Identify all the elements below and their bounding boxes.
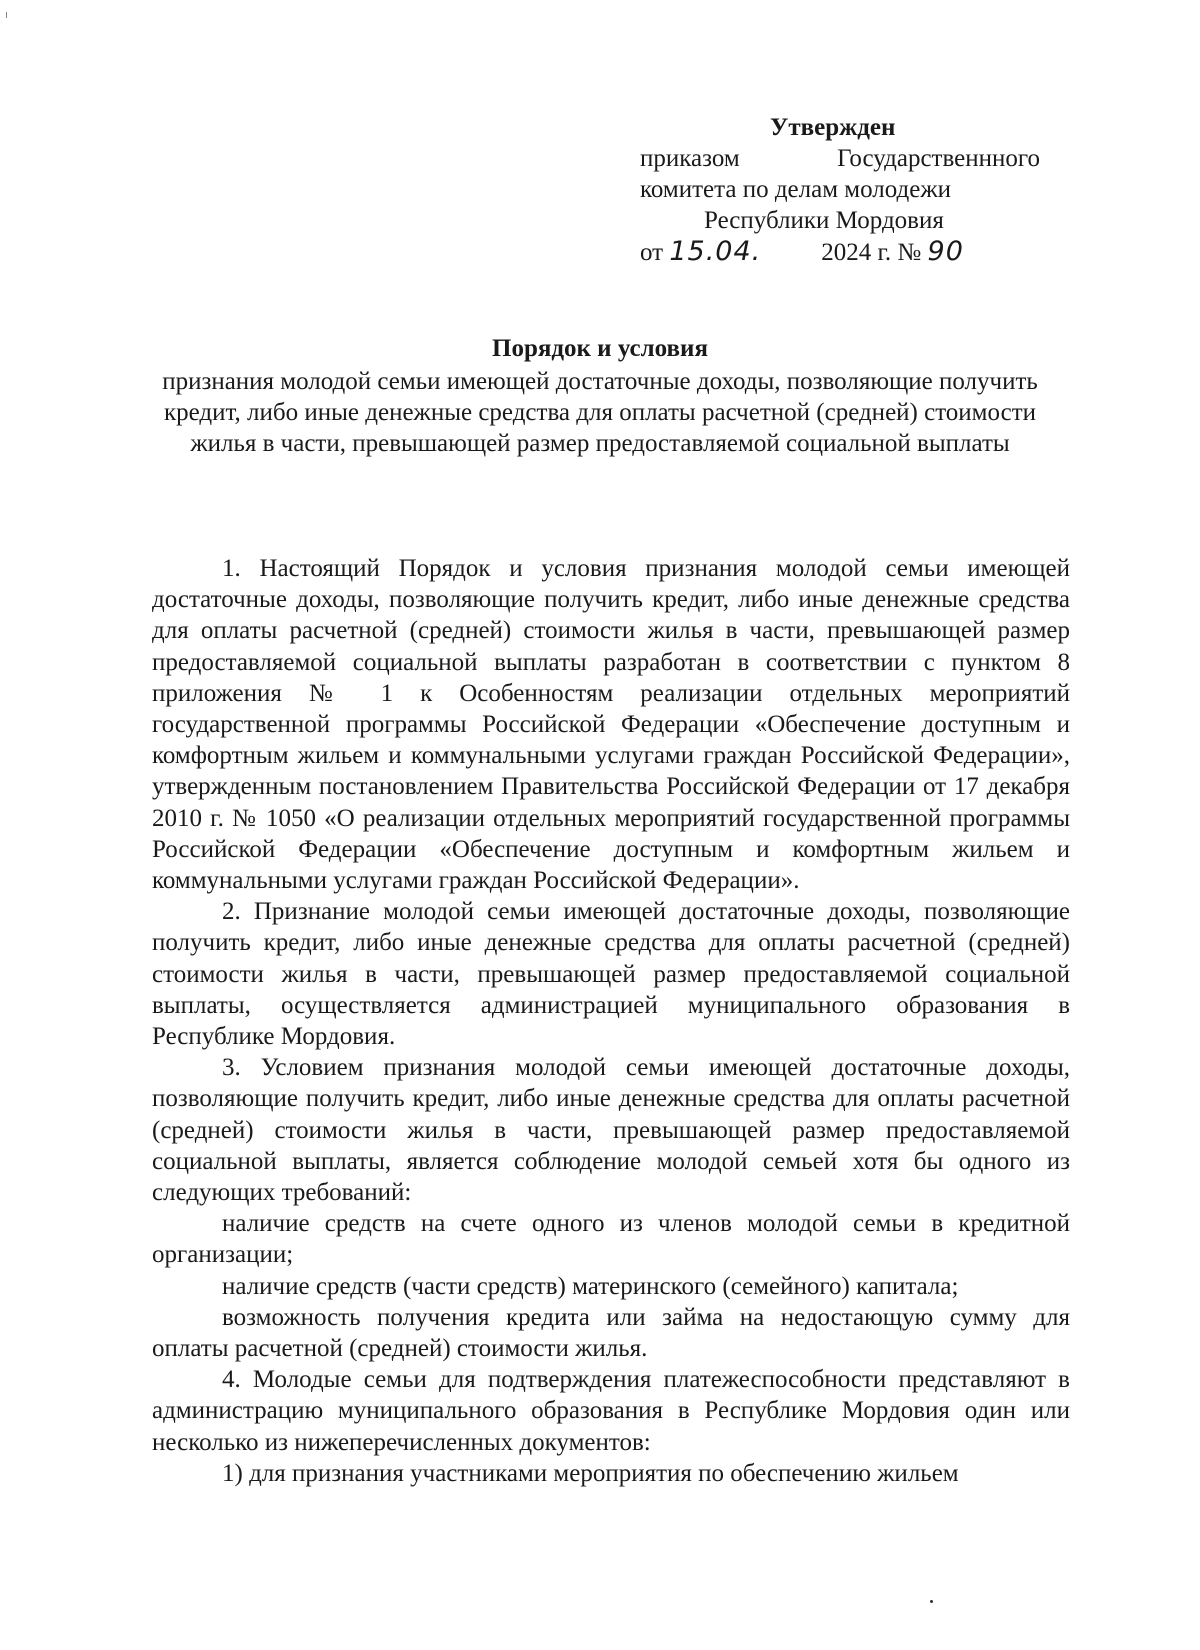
paragraph-4: 4. Молодые семьи для подтверждения платежеспособности представляют в администрацию муниципального образования в Республике Мордовия один или несколько из нижеперечисленных документов: xyxy=(152,1366,1070,1456)
approval-line-order xyxy=(640,143,1060,174)
approval-number-handwritten: 90 xyxy=(927,236,964,267)
approval-line-date xyxy=(640,236,1060,268)
requirement-item: наличие средств на счете одного из членов молодой семьи в кредитной организации; xyxy=(152,1210,1070,1269)
approval-order-word: приказом xyxy=(640,145,740,172)
document-body xyxy=(152,553,1070,1489)
approval-year: 2024 г. № xyxy=(821,239,922,266)
paragraph-1: 1. Настоящий Порядок и условия признания молодой семьи имеющей достаточные доходы, позволяющие получить кредит, либо иные денежные средства для оплаты расчетной (средней) стоимости жилья в части, превышающей размер предоставляемой социальной выплаты разработан в соответствии с пунктом 8 приложения № 1 к Особенностям реализации отдельных мероприятий государственной программы Российской Федерации «Обеспечение доступным и комфортным жильем и коммунальными услугами граждан Российской Федерации», утвержденным постановлением Правительства Российской Федерации от 17 декабря 2010 г. № 1050 «О реализации отдельных мероприятий государственной программы Российской Федерации «Обеспечение доступным и комфортным жильем и коммунальными услугами граждан Российской Федерации». xyxy=(152,555,1070,895)
approval-from-label: от xyxy=(640,239,664,266)
approval-stamp xyxy=(640,112,1060,268)
document-subtitle: признания молодой семьи имеющей достаточные доходы, позволяющие получить кредит, либо иные денежные средства для оплаты расчетной (средней) стоимости жилья в части, превышающей размер предоставляемой социальной выплаты xyxy=(162,368,1038,457)
paragraph-3: 3. Условием признания молодой семьи имеющей достаточные доходы, позволяющие получить кредит, либо иные денежные средства для оплаты расчетной (средней) стоимости жилья в части, превышающей размер предоставляемой социальной выплаты, является соблюдение молодой семьей хотя бы одного из следующих требований: xyxy=(152,1054,1070,1207)
paragraph-2: 2. Признание молодой семьи имеющей достаточные доходы, позволяющие получить кредит, либо иные денежные средства для оплаты расчетной (средней) стоимости жилья в части, превышающей размер предоставляемой социальной выплаты, осуществляется администрацией муниципального образования в Республике Мордовия. xyxy=(152,898,1070,1051)
scan-mark xyxy=(6,12,7,18)
approval-committee-word: Государственнного xyxy=(837,145,1040,172)
document-title-block xyxy=(140,333,1060,459)
document-title: Порядок и условия xyxy=(492,335,708,362)
scan-dot xyxy=(930,1600,933,1603)
approval-line-committee: комитета по делам молодежи xyxy=(640,176,951,203)
approval-date-handwritten: 15.04. xyxy=(669,236,762,267)
requirement-item: наличие средств (части средств) материнского (семейного) капитала; xyxy=(222,1272,959,1300)
approval-line-republic: Республики Мордовия xyxy=(704,207,944,234)
approval-title: Утвержден xyxy=(770,114,896,141)
requirement-item: возможность получения кредита или займа на недостающую сумму для оплаты расчетной (средней) стоимости жилья. xyxy=(152,1303,1070,1363)
subparagraph-1: 1) для признания участниками мероприятия по обеспечению жильем xyxy=(222,1459,959,1487)
